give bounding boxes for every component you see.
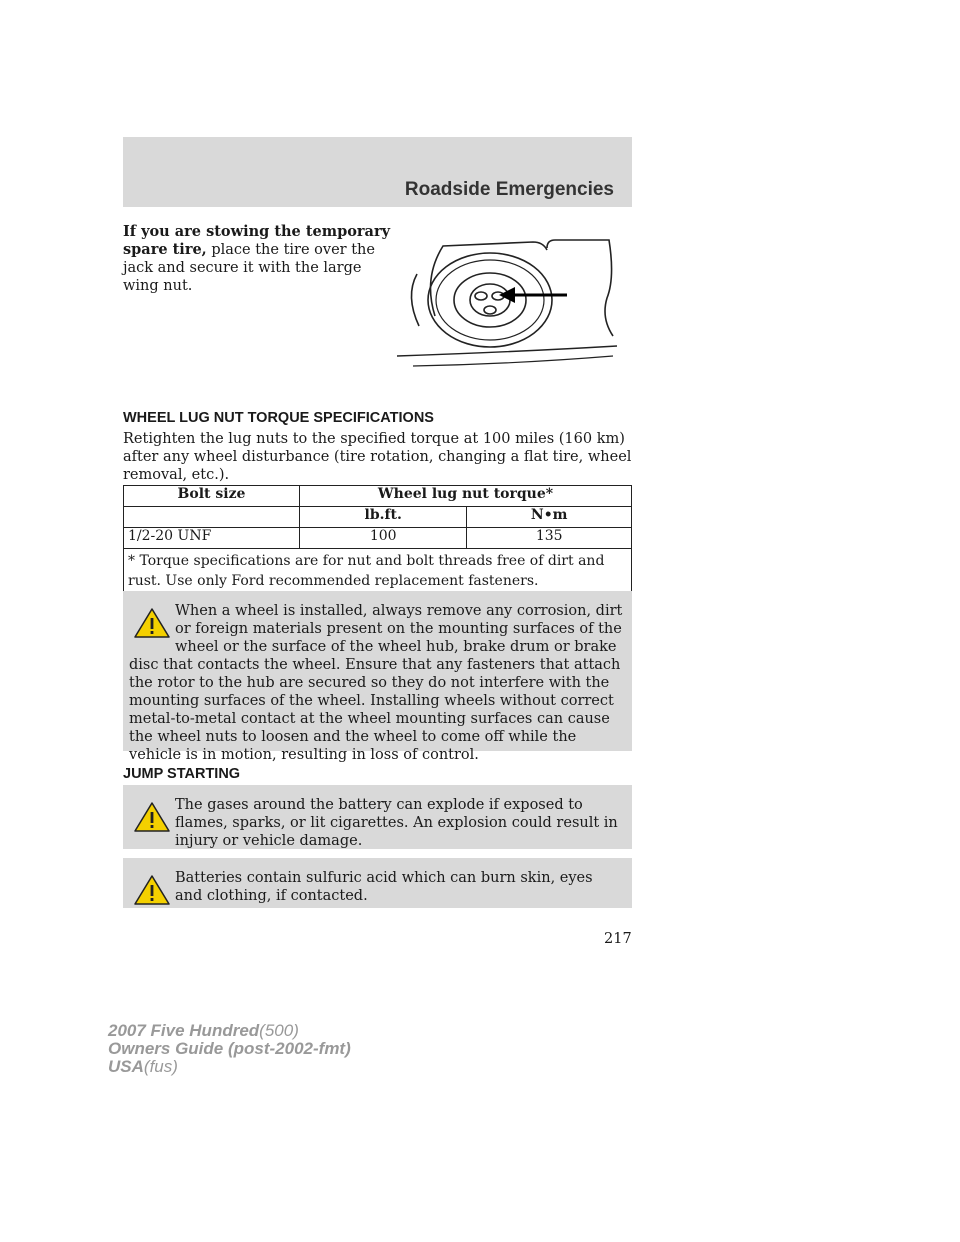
warning-triangle-icon	[129, 873, 175, 907]
warning-triangle-icon	[129, 606, 175, 640]
torque-lbft-value: 100	[300, 528, 467, 549]
torque-section-heading: WHEEL LUG NUT TORQUE SPECIFICATIONS	[123, 410, 434, 426]
table-footnote: * Torque specifications are for nut and bolt threads free of dirt and rust. Use only Ford recommended replacement fasteners.	[124, 549, 632, 594]
battery-explosion-warning	[123, 785, 632, 849]
torque-nm-value: 135	[467, 528, 632, 549]
torque-section-body: Retighten the lug nuts to the specified torque at 100 miles (160 km) after any wheel disturbance (tire rotation, changing a flat tire, wheel removal, etc.).	[123, 431, 632, 483]
intro-paragraph	[123, 223, 393, 295]
torque-spec-table	[123, 485, 632, 594]
footer-model-code: (500)	[259, 1021, 299, 1040]
battery-acid-warning	[123, 858, 632, 908]
battery-acid-warning-text: Batteries contain sulfuric acid which can burn skin, eyes and clothing, if contacted.	[175, 870, 593, 904]
page-header-title: Roadside Emergencies	[404, 179, 614, 200]
col-header-torque: Wheel lug nut torque*	[300, 486, 632, 507]
document-footer	[108, 1022, 351, 1076]
unit-lbft: lb.ft.	[300, 507, 467, 528]
warning-triangle-icon	[129, 800, 175, 834]
page-number: 217	[604, 931, 632, 947]
footer-guide: Owners Guide (post-2002-fmt)	[108, 1039, 351, 1058]
spare-tire-illustration	[395, 238, 630, 370]
wheel-install-warning	[123, 591, 632, 763]
footer-region: USA	[108, 1057, 144, 1076]
header-band	[123, 137, 632, 207]
intro-bold-lead: If you are stowing the temporary spare tire,	[123, 223, 391, 258]
unit-nm: N•m	[467, 507, 632, 528]
intro-text: place the tire over the jack and secure it with the large wing nut.	[123, 242, 375, 294]
wheel-install-warning-text: When a wheel is installed, always remove any corrosion, dirt or foreign materials present on the mounting surfaces of the wheel or the surface of the wheel hub, brake drum or brake disc that contacts the wheel. Ensure that any fasteners that attach the rotor to the hub are secured so they do not interfere with the mounting surfaces of the wheel. Installing wheels without correct metal-to-metal contact at the wheel mounting surfaces can cause the wheel nuts to loosen and the wheel to come off while the vehicle is in motion, resulting in loss of control.	[129, 603, 623, 763]
jump-starting-heading: JUMP STARTING	[123, 766, 241, 782]
bolt-size-value: 1/2-20 UNF	[124, 528, 300, 549]
empty-cell	[124, 507, 300, 528]
col-header-bolt-size: Bolt size	[124, 486, 300, 507]
footer-model: 2007 Five Hundred	[108, 1021, 260, 1040]
battery-explosion-warning-text: The gases around the battery can explode if exposed to flames, sparks, or lit cigarettes. An explosion could result in injury or vehicle damage.	[175, 797, 618, 849]
footer-region-code: (fus)	[143, 1057, 178, 1076]
